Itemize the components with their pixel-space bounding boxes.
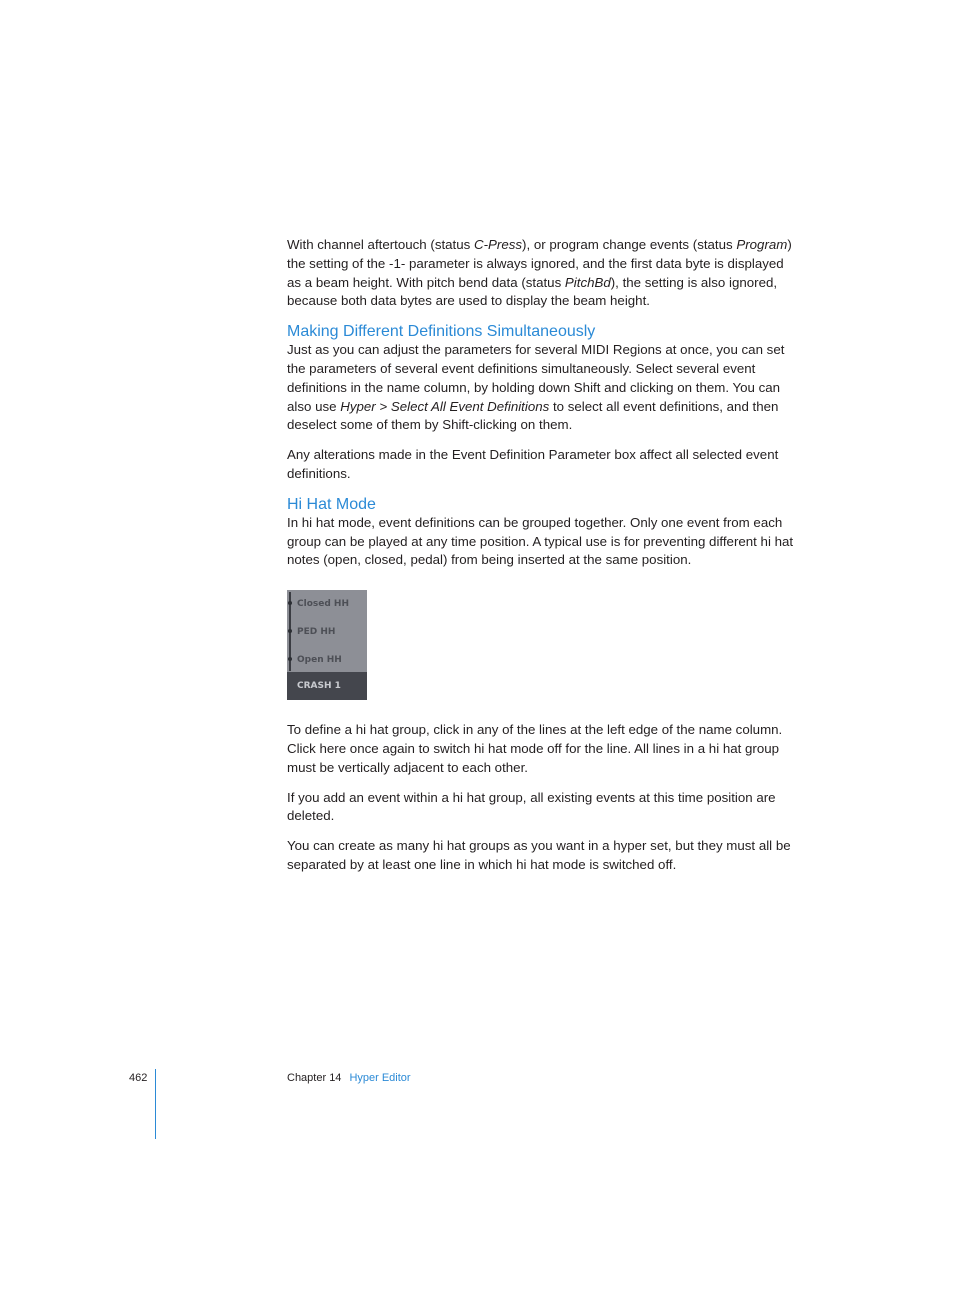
event-definition-closed-hh[interactable]: Closed HH (297, 599, 349, 610)
footer-divider (155, 1069, 156, 1139)
event-definition-ped-hh[interactable]: PED HH (297, 627, 336, 638)
section1-paragraph-1 (287, 341, 799, 435)
text-run: ), or program change events (status (522, 237, 737, 252)
text-run: to select all event definitions, and then deselect some of them by Shift-clicking on them. (287, 398, 779, 433)
status-program: Program (736, 237, 788, 252)
section-heading-hi-hat: Hi Hat Mode (287, 495, 376, 513)
text-run: ) the setting of the -1- parameter is always ignored, and the first data byte is displayed as a beam height. With pitch bend data (status (287, 237, 792, 290)
text-run: With channel aftertouch (status (287, 237, 474, 252)
status-c-press: C-Press (474, 237, 523, 252)
page-number: 462 (129, 1072, 148, 1084)
page-content (287, 236, 799, 875)
section1-paragraph-2: Any alterations made in the Event Definition Parameter box affect all selected event definitions. (287, 447, 779, 481)
chapter-title-link[interactable]: Hyper Editor (349, 1072, 411, 1084)
section-heading-simultaneous: Making Different Definitions Simultaneously (287, 323, 596, 341)
status-pitchbd: PitchBd (564, 274, 611, 290)
text-run: ), the setting is also ignored, because both data bytes are used to display the beam height. (287, 274, 778, 309)
event-definition-open-hh[interactable]: Open HH (297, 655, 342, 666)
section2-paragraph-2: To define a hi hat group, click in any of the lines at the left edge of the name column. Click here once again to switch hi hat mode off for the line. All lines in a hi hat group must be vertically adjacent to each other. (287, 722, 783, 775)
menu-path: Hyper > Select All Event Definitions (340, 398, 550, 414)
section2-paragraph-3: If you add an event within a hi hat group, all existing events at this time position are deleted. (287, 789, 776, 824)
text-run: Just as you can adjust the parameters for several MIDI Regions at once, you can set the parameters of several event definitions simultaneously. Select several event definitions in the name column, by holding down Shift and clicking on them. You can also use (287, 342, 785, 414)
chapter-reference (287, 1071, 411, 1085)
hi-hat-name-column-screenshot (287, 590, 367, 700)
intro-paragraph (287, 236, 799, 311)
event-definition-crash-1[interactable]: CRASH 1 (287, 672, 367, 700)
section2-paragraph-1: In hi hat mode, event definitions can be grouped together. Only one event from each group can be played at any time position. A typical use is for preventing different hi hat notes (open, closed, pedal) from being inserted at the same position. (287, 514, 794, 568)
chapter-label: Chapter 14 (287, 1072, 342, 1084)
section2-paragraph-4: You can create as many hi hat groups as you want in a hyper set, but they must all be separated by at least one line in which hi hat mode is switched off. (287, 838, 791, 872)
